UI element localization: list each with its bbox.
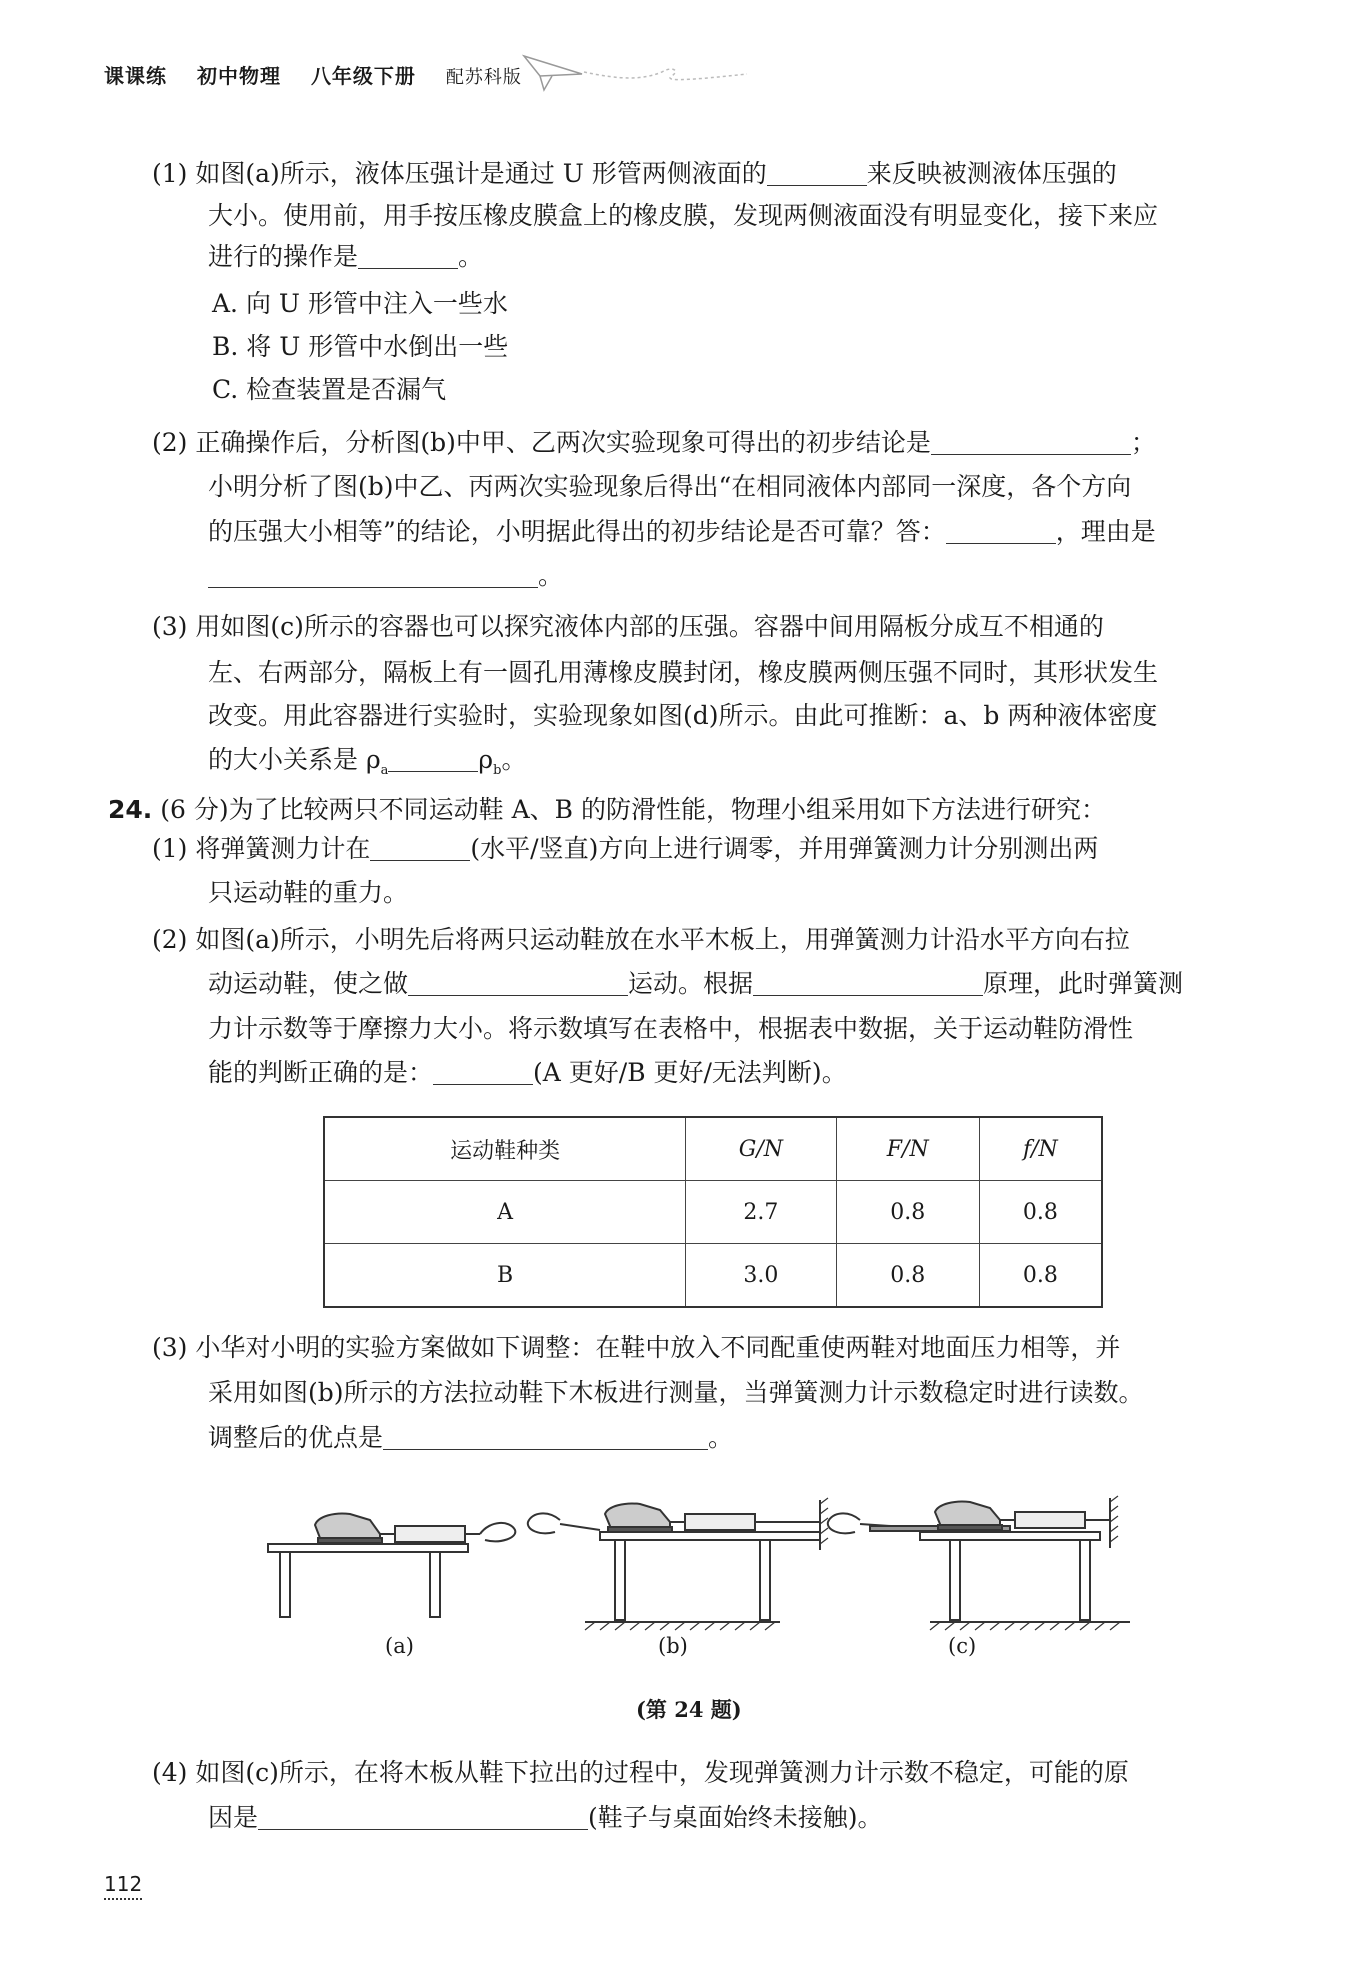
q23-3-line1: (3) 用如图(c)所示的容器也可以探究液体内部的压强。容器中间用隔板分成互不相通的 [152, 612, 1104, 641]
figure-c-label: (c) [948, 1634, 977, 1658]
figure-a-label: (a) [385, 1634, 414, 1658]
q24-1-line1: (1) 将弹簧测力计在 (水平/竖直)方向上进行调零，并用弹簧测力计分别测出两 [152, 834, 1099, 863]
answer-blank[interactable] [383, 1425, 708, 1450]
q24-2-line4: 能的判断正确的是： (A 更好/B 更好/无法判断)。 [208, 1058, 847, 1087]
q24-4-line1: (4) 如图(c)所示，在将木板从鞋下拉出的过程中，发现弹簧测力计示数不稳定，可能的原 [152, 1758, 1129, 1787]
q23-2-line3: 的压强大小相等”的结论，小明据此得出的初步结论是否可靠？答： ，理由是 [208, 517, 1156, 546]
figure-caption: (第 24 题) [636, 1697, 742, 1722]
table-header-cell: 运动鞋种类 [324, 1117, 686, 1181]
q24-2-line2: 动运动鞋，使之做 运动。根据 原理，此时弹簧测 [208, 969, 1184, 998]
page-number: 112 [104, 1872, 142, 1900]
table-cell: 0.8 [979, 1181, 1102, 1244]
figure-c-diagram [828, 1496, 1130, 1630]
table-cell: 0.8 [836, 1181, 979, 1244]
header-edition: 配苏科版 [445, 67, 522, 88]
q24-3-line3: 调整后的优点是 。 [208, 1423, 734, 1452]
answer-blank[interactable] [388, 747, 478, 772]
figure-b-label: (b) [658, 1634, 688, 1658]
table-header-cell: G/N [686, 1117, 837, 1181]
q24-1-line2: 只运动鞋的重力。 [208, 878, 409, 907]
table-cell: 0.8 [979, 1244, 1102, 1308]
q23-3-line4: 的大小关系是 $\rho_a$ $\rho_b$。 [208, 745, 527, 778]
answer-blank[interactable] [370, 836, 470, 861]
figure-b-diagram [528, 1498, 828, 1630]
shoe-friction-table [323, 1116, 1103, 1308]
figure-a-diagram [268, 1513, 515, 1617]
answer-blank[interactable] [358, 244, 458, 269]
table-cell: 2.7 [686, 1181, 837, 1244]
q23-2-line1: (2) 正确操作后，分析图(b)中甲、乙两次实验现象可得出的初步结论是 ； [152, 428, 1156, 457]
table-header-cell: f/N [979, 1117, 1102, 1181]
running-header [104, 60, 544, 89]
q24-2-line1: (2) 如图(a)所示，小明先后将两只运动鞋放在水平木板上，用弹簧测力计沿水平方向右拉 [152, 925, 1130, 954]
q23-1-line1: (1) 如图(a)所示，液体压强计是通过 U 形管两侧液面的 来反映被测液体压强的 [152, 159, 1117, 188]
q23-1-line3: 进行的操作是 。 [208, 242, 484, 271]
q23-2-line4: 。 [208, 563, 563, 588]
table-cell: B [324, 1244, 686, 1308]
q23-2-line2: 小明分析了图(b)中乙、丙两次实验现象后得出“在相同液体内部同一深度，各个方向 [208, 472, 1132, 501]
table-cell: A [324, 1181, 686, 1244]
q24-2-line3: 力计示数等于摩擦力大小。将示数填写在表格中，根据表中数据，关于运动鞋防滑性 [208, 1014, 1134, 1043]
table-header-row [324, 1117, 1102, 1181]
answer-blank[interactable] [753, 971, 983, 996]
q23-1-option-a: A. 向 U 形管中注入一些水 [212, 289, 508, 318]
answer-blank[interactable] [258, 1805, 588, 1830]
q23-1-line2: 大小。使用前，用手按压橡皮膜盒上的橡皮膜，发现两侧液面没有明显变化，接下来应 [208, 201, 1159, 230]
answer-blank[interactable] [931, 430, 1131, 455]
header-grade: 八年级下册 [310, 64, 416, 88]
answer-blank[interactable] [408, 971, 628, 996]
q23-1-option-b: B. 将 U 形管中水倒出一些 [212, 332, 509, 361]
table-row [324, 1244, 1102, 1308]
q23-3-line2: 左、右两部分，隔板上有一圆孔用薄橡皮膜封闭，橡皮膜两侧压强不同时，其形状发生 [208, 658, 1159, 687]
answer-blank[interactable] [433, 1060, 533, 1085]
paper-plane-icon [522, 50, 752, 95]
answer-blank[interactable] [208, 563, 538, 588]
q23-3-line3: 改变。用此容器进行实验时，实验现象如图(d)所示。由此可推断：a、b 两种液体密度 [208, 701, 1158, 730]
answer-blank[interactable] [767, 161, 867, 186]
header-series: 课课练 [104, 64, 167, 88]
q24-4-line2: 因是 (鞋子与桌面始终未接触)。 [208, 1803, 883, 1832]
header-level: 初中物理 [196, 64, 281, 88]
table-cell: 0.8 [836, 1244, 979, 1308]
q24-3-line2: 采用如图(b)所示的方法拉动鞋下木板进行测量，当弹簧测力计示数稳定时进行读数。 [208, 1378, 1144, 1407]
table-row [324, 1181, 1102, 1244]
q23-1-option-c: C. 检查装置是否漏气 [212, 375, 447, 404]
q24-heading: 24. (6 分)为了比较两只不同运动鞋 A、B 的防滑性能，物理小组采用如下方法进行研究： [108, 795, 1106, 824]
q24-3-line1: (3) 小华对小明的实验方案做如下调整：在鞋中放入不同配重使两鞋对地面压力相等，并 [152, 1333, 1121, 1362]
table-header-cell: F/N [836, 1117, 979, 1181]
table-cell: 3.0 [686, 1244, 837, 1308]
answer-blank[interactable] [946, 519, 1056, 544]
